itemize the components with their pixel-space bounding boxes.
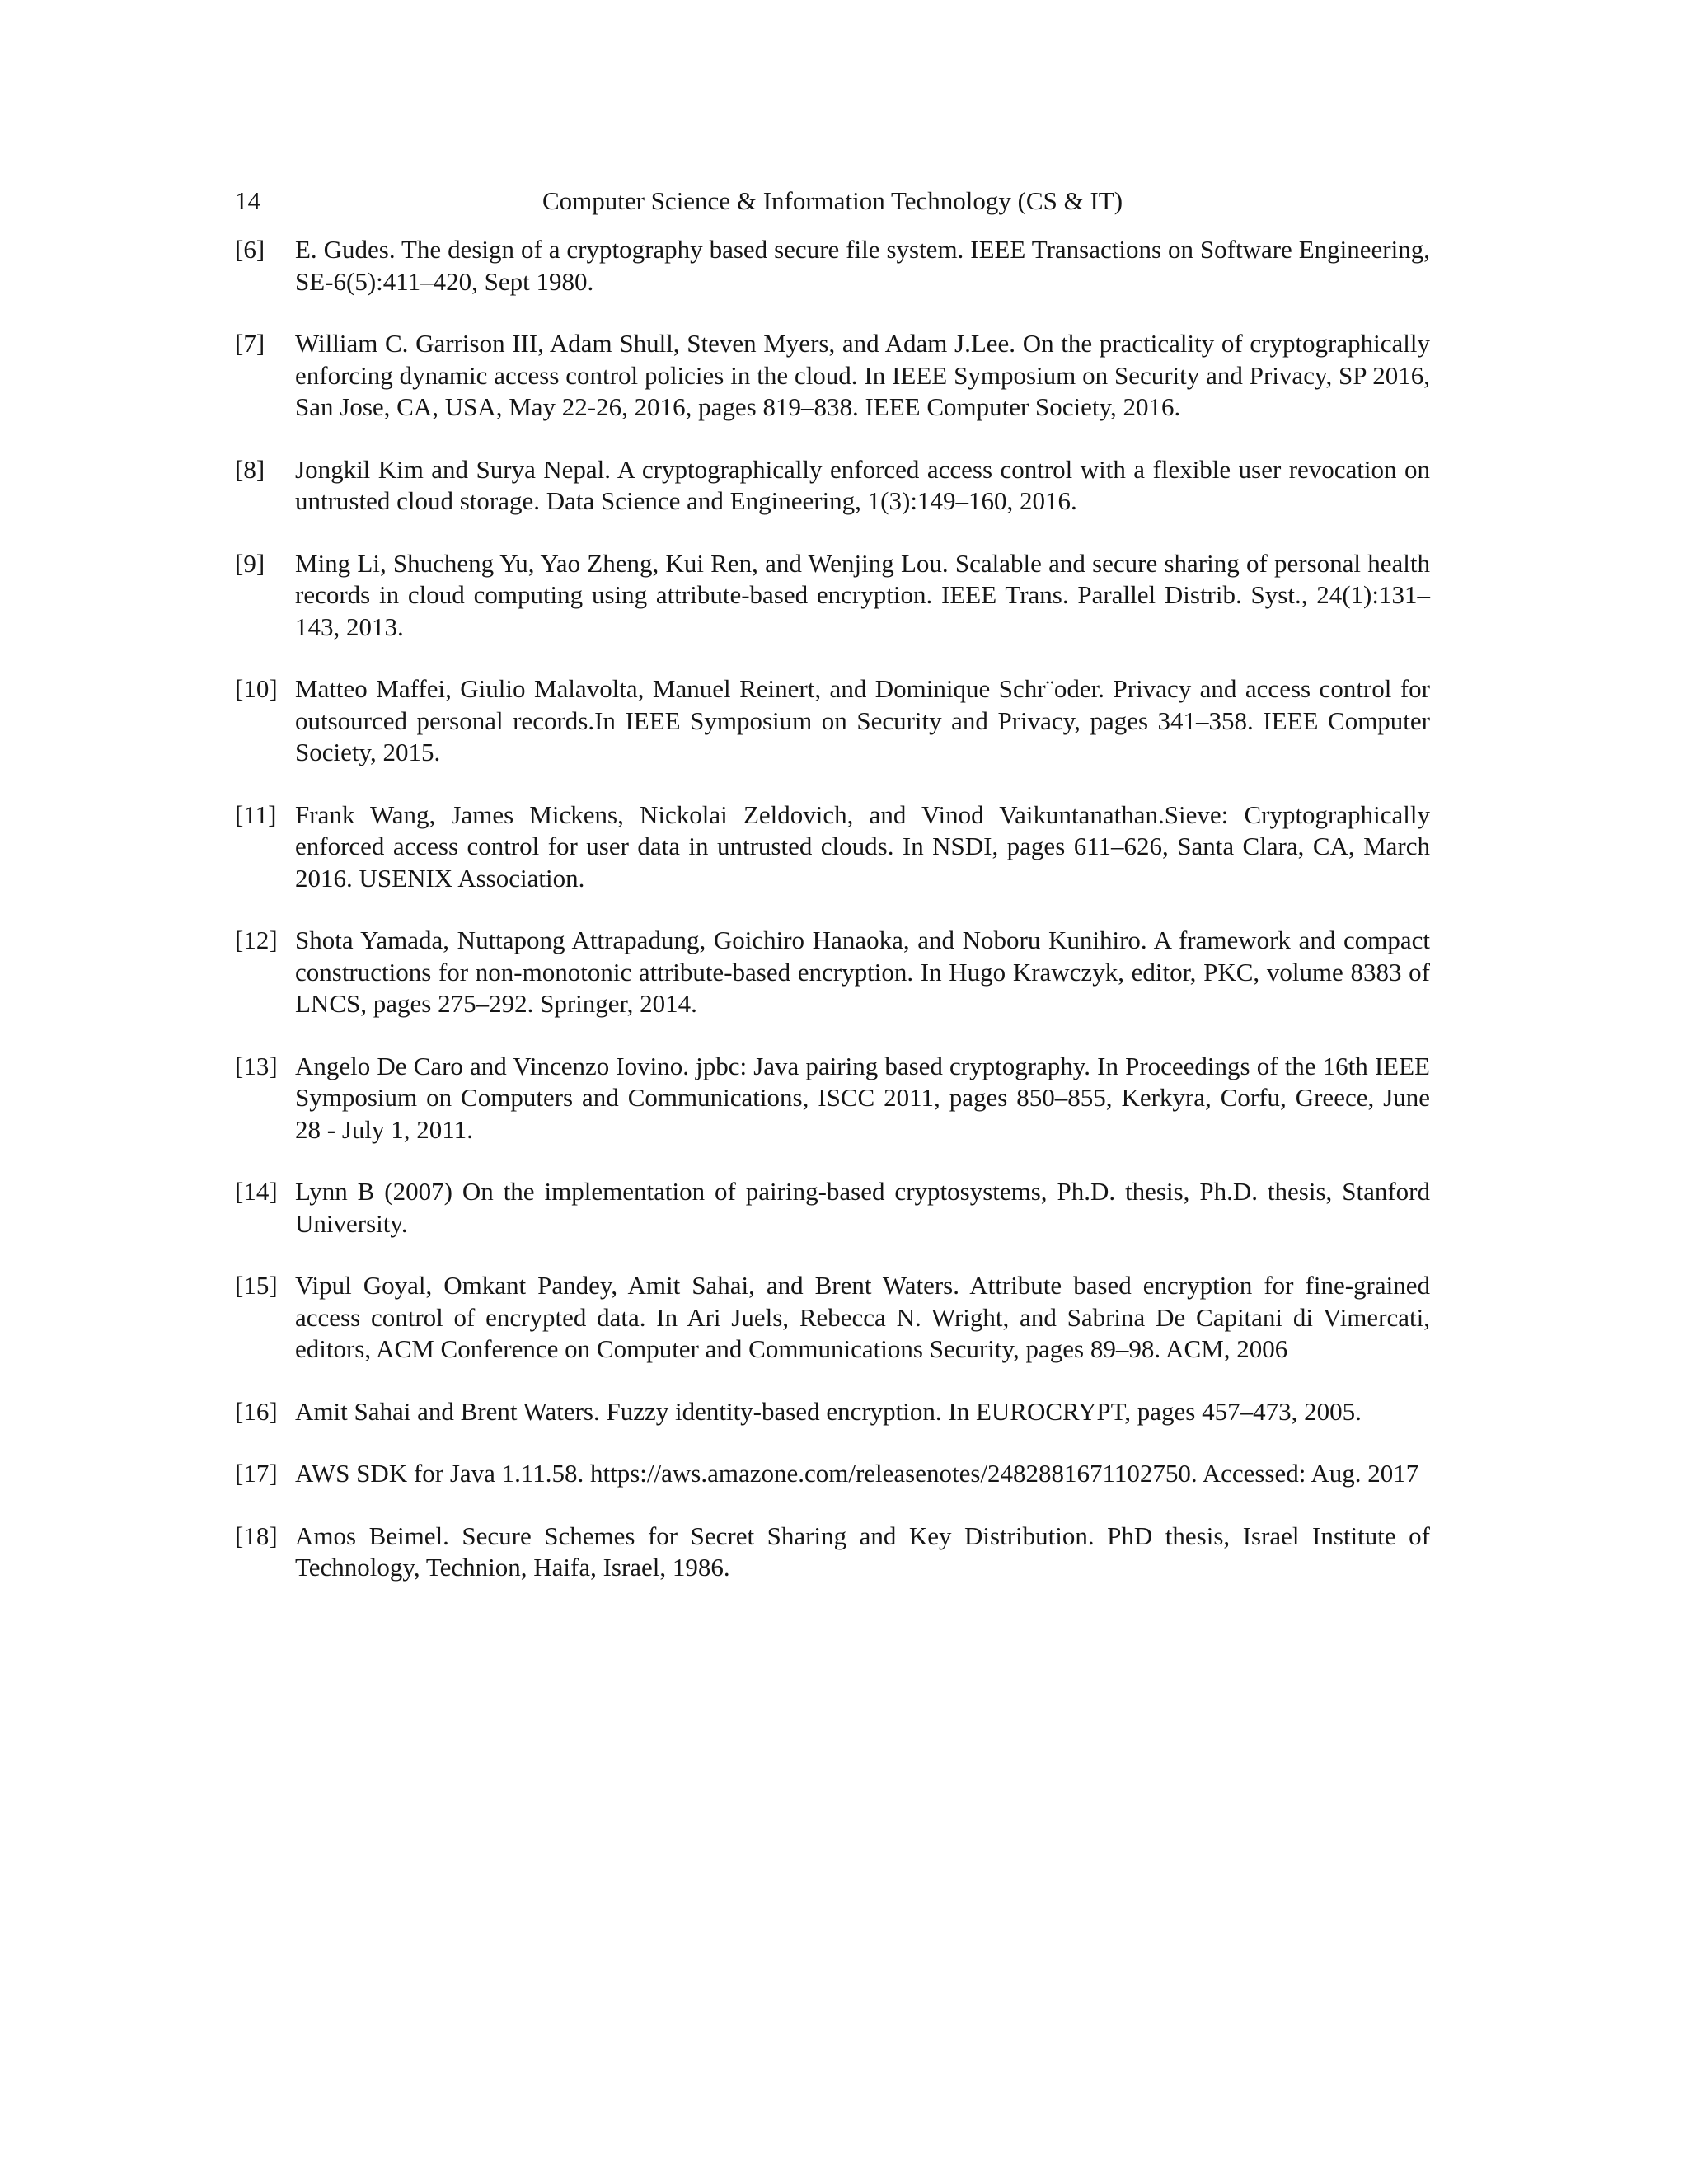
reference-text: Shota Yamada, Nuttapong Attrapadung, Goichiro Hanaoka, and Noboru Kunihiro. A framework and compact constructions for non-monotonic attribute-based encryption. In Hugo Krawczyk, editor, PKC, volume 8383 of LNCS, pages 275–292. Springer, 2014. <box>295 926 1430 1018</box>
reference-text: Matteo Maffei, Giulio Malavolta, Manuel Reinert, and Dominique Schr¨oder. Privacy and access control for outsourced personal records.In IEEE Symposium on Security and Privacy, pages 341–358. IEEE Computer Society, 2015. <box>295 674 1430 766</box>
reference-item <box>235 1051 1430 1146</box>
reference-text: Ming Li, Shucheng Yu, Yao Zheng, Kui Ren, and Wenjing Lou. Scalable and secure sharing of personal health records in cloud computing using attribute-based encryption. IEEE Trans. Parallel Distrib. Syst., 24(1):131–143, 2013. <box>295 548 1430 641</box>
reference-number: [15] <box>235 1271 278 1300</box>
reference-text: Frank Wang, James Mickens, Nickolai Zeldovich, and Vinod Vaikuntanathan.Sieve: Cryptographically enforced access control for user data in untrusted clouds. In NSDI, pages 611–626, Santa Clara, CA, March 2016. USENIX Association. <box>295 799 1430 893</box>
reference-number: [18] <box>235 1521 278 1550</box>
reference-number: [14] <box>235 1177 278 1206</box>
page-header <box>235 181 1430 221</box>
reference-item <box>235 925 1430 1020</box>
reference-item <box>235 234 1430 298</box>
reference-text: Amos Beimel. Secure Schemes for Secret Sharing and Key Distribution. PhD thesis, Israel Institute of Technology, Technion, Haifa, Israel, 1986. <box>295 1521 1430 1582</box>
reference-number: [16] <box>235 1396 278 1426</box>
reference-text: E. Gudes. The design of a cryptography based secure file system. IEEE Transactions on Software Engineering, SE-6(5):411–420, Sept 1980. <box>295 235 1430 296</box>
reference-item <box>235 1270 1430 1366</box>
reference-number: [11] <box>235 799 277 829</box>
reference-list <box>235 234 1430 1615</box>
reference-item <box>235 799 1430 895</box>
reference-text: Jongkil Kim and Surya Nepal. A cryptographically enforced access control with a flexible user revocation on untrusted cloud storage. Data Science and Engineering, 1(3):149–160, 2016. <box>295 454 1430 515</box>
running-title: Computer Science & Information Technology (CS & IT) <box>542 186 1123 215</box>
reference-text: AWS SDK for Java 1.11.58. https://aws.amazone.com/releasenotes/2482881671102750. Accessed: Aug. 2017 <box>295 1459 1419 1488</box>
reference-number: [17] <box>235 1459 278 1488</box>
reference-number: [10] <box>235 674 278 703</box>
reference-text: Amit Sahai and Brent Waters. Fuzzy identity-based encryption. In EUROCRYPT, pages 457–473, 2005. <box>295 1396 1362 1426</box>
reference-number: [13] <box>235 1051 278 1080</box>
reference-item <box>235 1521 1430 1584</box>
reference-item <box>235 1176 1430 1240</box>
reference-number: [8] <box>235 454 265 484</box>
reference-item <box>235 328 1430 424</box>
reference-text: Vipul Goyal, Omkant Pandey, Amit Sahai, and Brent Waters. Attribute based encryption for fine-grained access control of encrypted data. In Ari Juels, Rebecca N. Wright, and Sabrina De Capitani di Vimercati, editors, ACM Conference on Computer and Communications Security, pages 89–98. ACM, 2006 <box>295 1271 1430 1363</box>
reference-item <box>235 548 1430 644</box>
reference-number: [7] <box>235 329 265 358</box>
reference-text: William C. Garrison III, Adam Shull, Steven Myers, and Adam J.Lee. On the practicality of cryptographically enforcing dynamic access control policies in the cloud. In IEEE Symposium on Security and Privacy, SP 2016, San Jose, CA, USA, May 22-26, 2016, pages 819–838. IEEE Computer Society, 2016. <box>295 329 1430 421</box>
reference-item <box>235 454 1430 518</box>
reference-number: [9] <box>235 548 265 578</box>
page-number: 14 <box>235 186 260 215</box>
reference-text: Lynn B (2007) On the implementation of pairing-based cryptosystems, Ph.D. thesis, Ph.D. thesis, Stanford University. <box>295 1177 1430 1238</box>
reference-item <box>235 1396 1430 1428</box>
reference-number: [12] <box>235 926 278 954</box>
reference-item <box>235 673 1430 769</box>
reference-text: Angelo De Caro and Vincenzo Iovino. jpbc: Java pairing based cryptography. In Proceedings of the 16th IEEE Symposium on Computers and Communications, ISCC 2011, pages 850–855, Kerkyra, Corfu, Greece, June 28 - July 1, 2011. <box>295 1051 1430 1144</box>
reference-item <box>235 1458 1430 1490</box>
reference-number: [6] <box>235 235 265 264</box>
